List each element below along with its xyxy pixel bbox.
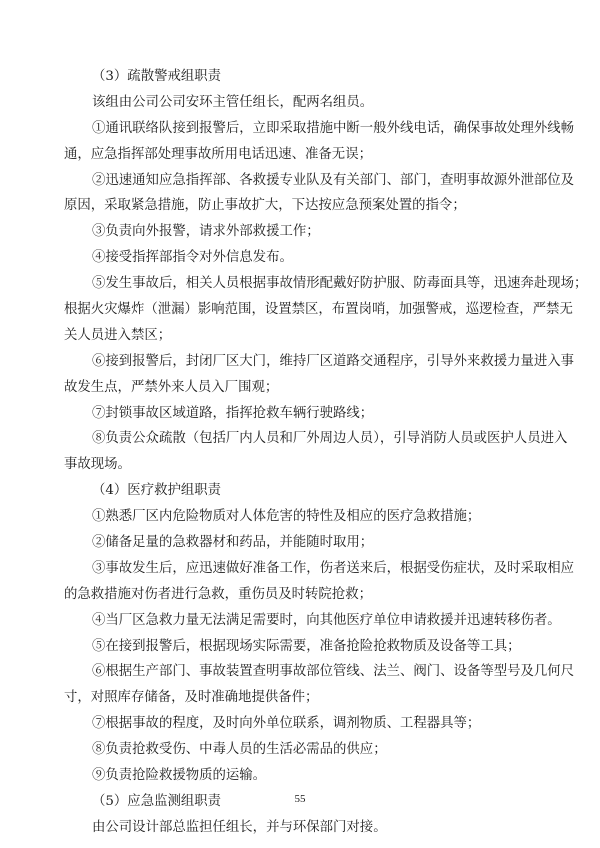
- paragraph-continuation-line: 事故现场。: [64, 457, 131, 473]
- paragraph-line: ③负责向外报警，请求外部救援工作；: [92, 224, 320, 240]
- paragraph-line: ⑧负责公众疏散（包括厂内人员和厂外周边人员），引导消防人员或医护人员进入: [92, 431, 568, 447]
- paragraph-line: ⑤在接到报警后，根据现场实际需要，准备抢险抢救物质及设备等工具；: [92, 638, 521, 654]
- section-heading: （3）疏散警戒组职责: [92, 69, 222, 84]
- paragraph-line: ②储备足量的急救器材和药品，并能随时取用；: [92, 535, 374, 551]
- document-body: [64, 64, 588, 841]
- section-heading: （5）应急监测组职责: [92, 793, 222, 809]
- paragraph-line: 由公司设计部总监担任组长，并与环保部门对接。: [92, 819, 387, 835]
- paragraph-line: ③事故发生后，应迅速做好准备工作，伤者送来后，根据受伤症状，及时采取相应: [92, 560, 575, 576]
- paragraph-line: ⑧负责抢救受伤、中毒人员的生活必需品的供应；: [92, 742, 387, 758]
- paragraph-line: ⑥根据生产部门、事故装置查明事故部位管线、法兰、阀门、设备等型号及几何尺: [92, 664, 575, 680]
- paragraph-line: ④接受指挥部指令对外信息发布。: [92, 250, 293, 266]
- paragraph-continuation-line: 故发生点，严禁外来人员入厂围观；: [64, 379, 279, 395]
- paragraph-line: ①通讯联络队接到报警后，立即采取措施中断一般外线电话，确保事故处理外线畅: [92, 120, 575, 136]
- paragraph-line: ⑦根据事故的程度，及时向外单位联系，调剂物质、工程器具等；: [92, 716, 481, 732]
- paragraph-line: ⑨负责抢险救援物质的运输。: [92, 768, 267, 784]
- paragraph-line: ②迅速通知应急指挥部、各救援专业队及有关部门、部门，查明事故源外泄部位及: [92, 172, 575, 188]
- paragraph-line: ①熟悉厂区内危险物质对人体危害的特性及相应的医疗急救措施；: [92, 509, 481, 525]
- paragraph-continuation-line: 通，应急指挥部处理事故所用电话迅速、准备无误；: [64, 146, 372, 162]
- paragraph-line: ④当厂区急救力量无法满足需要时，向其他医疗单位申请救援并迅速转移伤者。: [92, 612, 561, 628]
- paragraph-line: ⑦封锁事故区域道路，指挥抢救车辆行驶路线；: [92, 405, 374, 421]
- paragraph-line: ⑤发生事故后，相关人员根据事故情形配戴好防护服、防毒面具等，迅速奔赴现场；: [92, 276, 588, 292]
- page-number: 55: [294, 793, 306, 805]
- paragraph-line: 该组由公司公司安环主管任组长，配两名组员。: [92, 94, 374, 110]
- paragraph-line: ⑥接到报警后，封闭厂区大门，维持厂区道路交通程序，引导外来救援力量进入事: [92, 353, 575, 369]
- paragraph-continuation-line: 原因，采取紧急措施，防止事故扩大，下达按应急预案处置的指令；: [64, 198, 466, 214]
- paragraph-continuation-line: 寸，对照库存储备，及时准确地提供备件；: [64, 690, 319, 706]
- paragraph-continuation-line: 关人员进入禁区；: [64, 327, 172, 343]
- section-heading: （4）医疗救护组职责: [92, 483, 222, 499]
- paragraph-continuation-line: 根据火灾爆炸（泄漏）影响范围，设置禁区，布置岗哨，加强警戒，巡逻检查，严禁无: [64, 302, 573, 318]
- paragraph-continuation-line: 的急救措施对伤者进行急救，重伤员及时转院抢救；: [64, 586, 372, 602]
